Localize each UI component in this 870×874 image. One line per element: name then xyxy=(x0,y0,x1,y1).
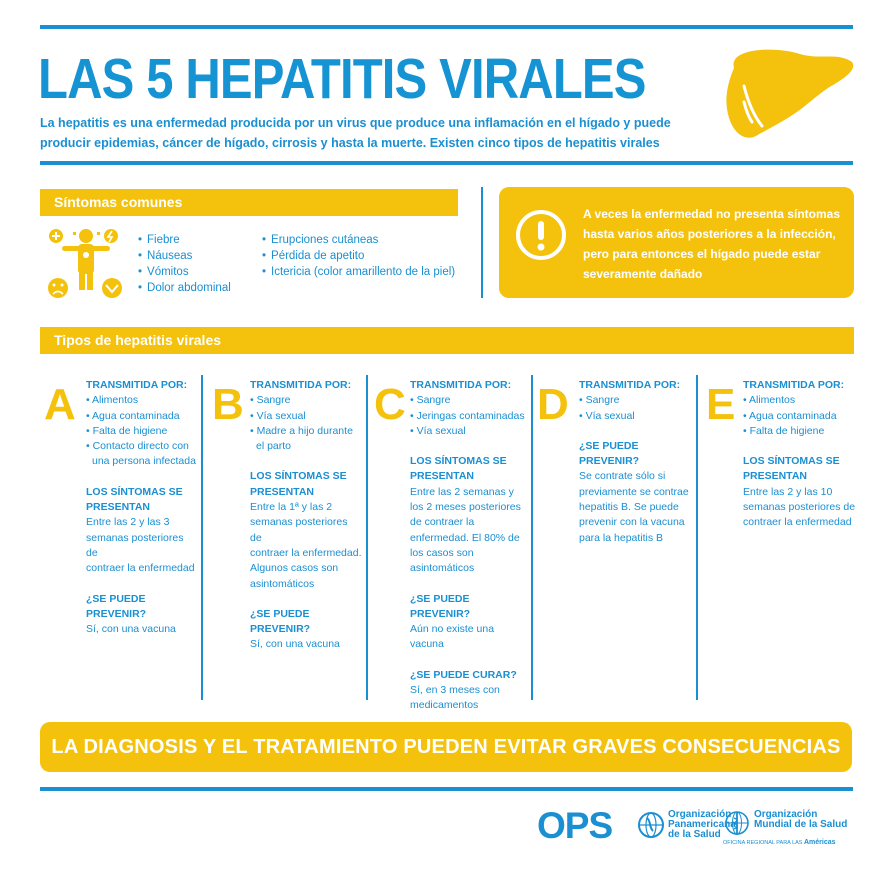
alert-line: A veces la enfermedad no presenta síntomas xyxy=(583,207,840,221)
alert-line: hasta varios años posteriores a la infección, xyxy=(583,227,836,241)
list-item: • Sangre xyxy=(410,393,528,408)
prevent-heading: ¿SE PUEDE PREVENIR? xyxy=(250,607,311,636)
transmitted-heading: TRANSMITIDA POR: xyxy=(743,379,845,391)
who-line: Organización xyxy=(754,809,818,820)
bottom-banner: LA DIAGNOSIS Y EL TRATAMIENTO PUEDEN EVITAR GRAVES CONSECUENCIAS xyxy=(40,722,852,772)
types-heading: Tipos de hepatitis virales xyxy=(40,327,854,354)
hepatitis-b-details xyxy=(250,378,362,653)
section-divider xyxy=(481,187,483,298)
symptoms-list-left xyxy=(138,232,231,296)
paho-line: Panamericana xyxy=(668,819,736,830)
ops-logo: OPS xyxy=(537,805,613,846)
list-item: • Jeringas contaminadas xyxy=(410,409,528,424)
text-line: Algunos casos son xyxy=(250,562,339,575)
who-name xyxy=(754,810,847,830)
text-line: para la hepatitis B xyxy=(579,531,664,544)
list-item: • Contacto directo con xyxy=(86,439,198,454)
list-item-continuation: una persona infectada xyxy=(92,455,196,468)
intro-line: producir epidemias, cáncer de hígado, cirrosis y hasta la muerte. Existen cinco tipos de hepatitis virales xyxy=(40,136,660,150)
list-item: • Falta de higiene xyxy=(743,424,858,439)
list-item: • Vía sexual xyxy=(579,409,694,424)
text-line: Sí, con una vacuna xyxy=(250,638,340,651)
top-rule xyxy=(40,25,853,29)
body-symptoms-icon xyxy=(48,228,124,300)
intro-text xyxy=(40,113,700,153)
list-item: • Madre a hijo durante xyxy=(250,424,362,439)
exclamation-icon xyxy=(515,209,567,261)
who-line: Mundial de la Salud xyxy=(754,819,848,830)
text-line: contraer la enfermedad xyxy=(86,562,195,575)
text-line: asintomáticos xyxy=(410,562,475,575)
cure-heading: ¿SE PUEDE CURAR? xyxy=(410,668,517,681)
page-title: LAS 5 HEPATITIS VIRALES xyxy=(38,47,646,111)
text-line: de contraer la xyxy=(410,516,475,529)
text-line: los casos son xyxy=(410,546,474,559)
hepatitis-e-details xyxy=(743,378,858,531)
text-line: Entre las 2 y las 10 xyxy=(743,485,833,498)
who-regional-americas: Américas xyxy=(804,839,836,846)
transmitted-heading: TRANSMITIDA POR: xyxy=(250,379,352,391)
list-item: • Sangre xyxy=(250,393,362,408)
symptoms-heading-line: PRESENTAN xyxy=(86,501,150,514)
hepatitis-letter: D xyxy=(537,380,569,429)
hepatitis-letter: A xyxy=(44,380,76,429)
symptoms-heading-line: PRESENTAN xyxy=(250,485,314,498)
text-line: contraer la enfermedad xyxy=(743,516,852,529)
list-item: • Erupciones cutáneas xyxy=(262,232,455,248)
footer-logos xyxy=(537,805,857,849)
alert-box xyxy=(499,187,854,298)
list-item: • Vía sexual xyxy=(250,409,362,424)
hepatitis-letter: E xyxy=(706,380,736,429)
alert-line: pero para entonces el hígado puede estar xyxy=(583,247,821,261)
text-line: Se contrate sólo si xyxy=(579,470,666,483)
symptoms-heading: Síntomas comunes xyxy=(40,189,458,216)
column-divider xyxy=(531,375,533,700)
hepatitis-c-details xyxy=(410,378,528,714)
list-item: • Dolor abdominal xyxy=(138,280,231,296)
list-item: • Agua contaminada xyxy=(743,409,858,424)
text-line: medicamentos xyxy=(410,699,479,712)
intro-line: La hepatitis es una enfermedad producida por un virus que produce una inflamación en el hígado y puede xyxy=(40,116,671,130)
column-divider xyxy=(366,375,368,700)
list-item: • Vía sexual xyxy=(410,424,528,439)
text-line: Sí, en 3 meses con xyxy=(410,684,500,697)
column-divider xyxy=(696,375,698,700)
globe-emblem-icon xyxy=(637,811,665,839)
text-line: semanas posteriores de xyxy=(743,501,856,514)
text-line: prevenir con la vacuna xyxy=(579,516,685,529)
text-line: Entre las 2 semanas y xyxy=(410,485,514,498)
symptoms-heading-line: LOS SÍNTOMAS SE xyxy=(743,455,840,468)
list-item-continuation: el parto xyxy=(256,440,292,453)
symptoms-heading-line: LOS SÍNTOMAS SE xyxy=(250,470,347,483)
paho-line: de la Salud xyxy=(668,829,721,840)
who-regional-office xyxy=(723,839,836,846)
text-line: hepatitis B. Se puede xyxy=(579,501,679,514)
text-line: enfermedad. El 80% de xyxy=(410,531,520,544)
text-line: previamente se contrae xyxy=(579,485,689,498)
header-rule xyxy=(40,161,853,165)
hepatitis-a-details xyxy=(86,378,198,637)
text-line: Aún no existe una xyxy=(410,623,495,636)
hepatitis-letter: C xyxy=(374,380,406,429)
symptoms-heading-line: LOS SÍNTOMAS SE xyxy=(86,485,183,498)
text-line: los 2 meses posteriores xyxy=(410,501,521,514)
prevent-heading: ¿SE PUEDE PREVENIR? xyxy=(86,592,147,620)
list-item: • Falta de higiene xyxy=(86,424,198,439)
transmitted-heading: TRANSMITIDA POR: xyxy=(579,379,681,391)
text-line: Sí, con una vacuna xyxy=(86,623,176,636)
prevent-heading: ¿SE PUEDE PREVENIR? xyxy=(579,439,640,468)
footer-rule xyxy=(40,787,853,791)
prevent-heading: ¿SE PUEDE PREVENIR? xyxy=(410,592,471,620)
liver-icon xyxy=(720,40,858,150)
list-item: • Alimentos xyxy=(86,393,198,408)
list-item: • Vómitos xyxy=(138,264,231,280)
column-divider xyxy=(201,375,203,700)
text-line: Entre la 1ª y las 2 xyxy=(250,501,333,514)
hepatitis-d-details xyxy=(579,378,694,546)
symptoms-heading-line: PRESENTAN xyxy=(410,470,474,483)
text-line: semanas posteriores de xyxy=(86,531,184,559)
text-line: vacuna xyxy=(410,638,444,651)
text-line: Entre las 2 y las 3 xyxy=(86,516,170,529)
alert-text xyxy=(583,204,845,284)
text-line: asintomáticos xyxy=(250,577,315,590)
transmitted-heading: TRANSMITIDA POR: xyxy=(410,379,512,391)
list-item: • Fiebre xyxy=(138,232,231,248)
transmitted-heading: TRANSMITIDA POR: xyxy=(86,379,188,391)
hepatitis-letter: B xyxy=(212,380,244,429)
list-item: • Agua contaminada xyxy=(86,409,198,424)
text-line: contraer la enfermedad. xyxy=(250,546,362,559)
symptoms-heading-line: PRESENTAN xyxy=(743,470,807,483)
text-line: semanas posteriores de xyxy=(250,516,348,544)
who-emblem-icon xyxy=(723,809,751,837)
list-item: • Alimentos xyxy=(743,393,858,408)
list-item: • Pérdida de apetito xyxy=(262,248,455,264)
list-item: • Ictericia (color amarillento de la piel) xyxy=(262,264,455,280)
symptoms-list-right xyxy=(262,232,455,280)
symptoms-heading-line: LOS SÍNTOMAS SE xyxy=(410,455,507,468)
who-regional-label: OFICINA REGIONAL PARA LAS xyxy=(723,840,803,846)
paho-line: Organización xyxy=(668,809,732,820)
list-item: • Náuseas xyxy=(138,248,231,264)
alert-line: severamente dañado xyxy=(583,267,703,281)
list-item: • Sangre xyxy=(579,393,694,408)
